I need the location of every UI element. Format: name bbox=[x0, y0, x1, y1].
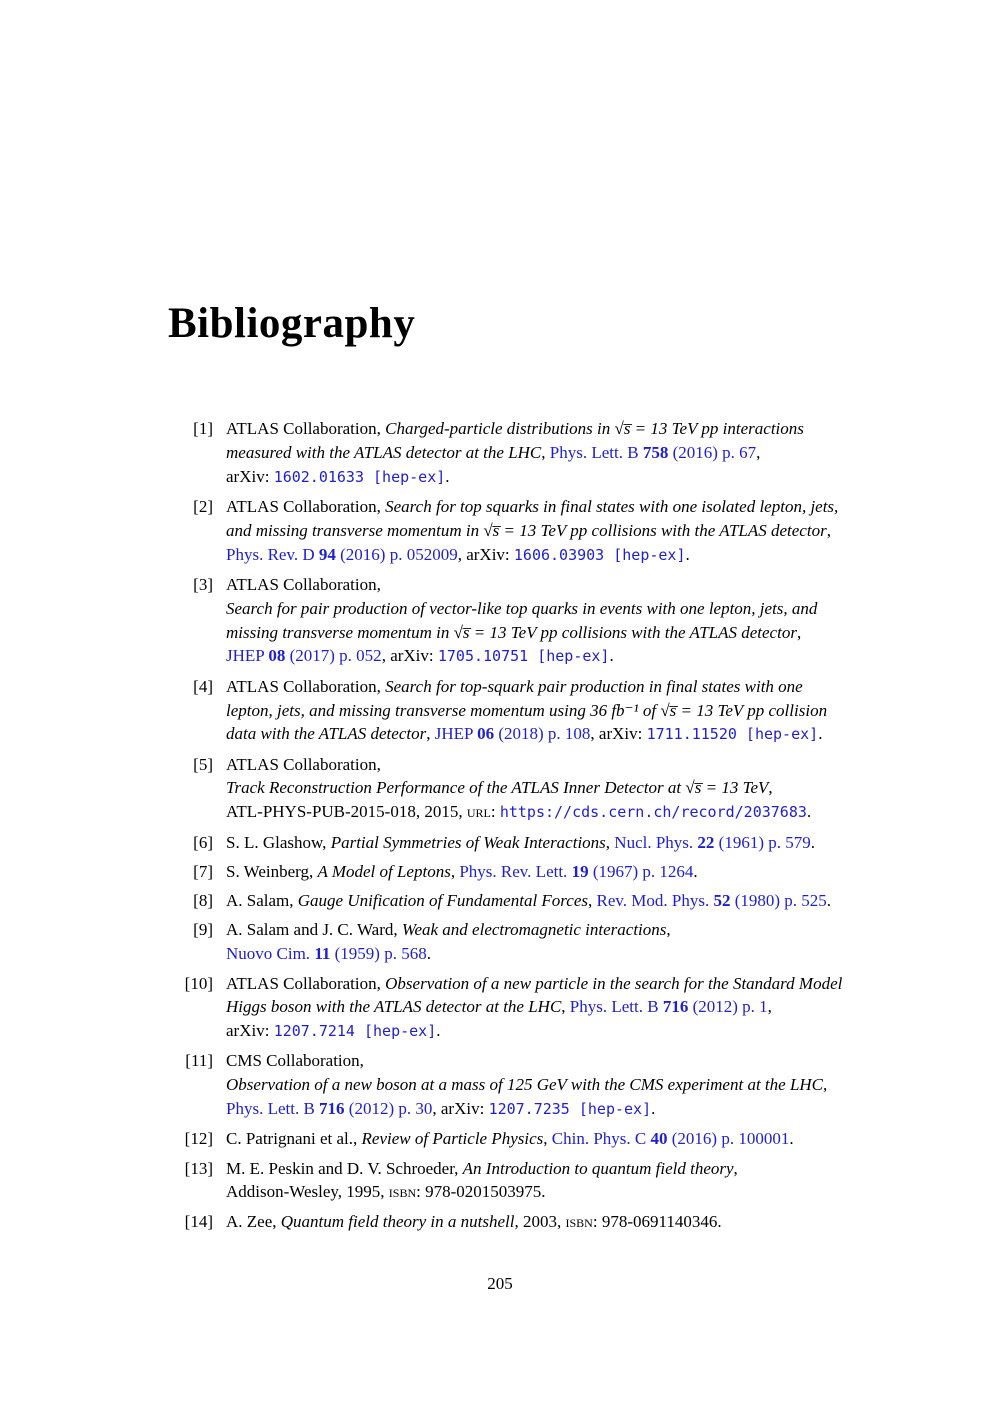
journal-link[interactable]: JHEP bbox=[434, 724, 478, 744]
reference-text: , bbox=[826, 520, 831, 540]
journal-link[interactable]: Phys. Lett. B bbox=[549, 443, 643, 463]
journal-link[interactable]: (1959) p. 568 bbox=[330, 944, 427, 964]
reference-line bbox=[226, 918, 671, 942]
reference-body bbox=[226, 831, 815, 855]
reference-title: Higgs boson with the ATLAS detector at the LHC bbox=[226, 997, 562, 1017]
journal-volume-link[interactable]: 22 bbox=[697, 832, 715, 852]
journal-volume-link[interactable]: 94 bbox=[318, 544, 336, 564]
reference-body bbox=[226, 918, 671, 966]
reference-body bbox=[226, 675, 827, 747]
reference-title: Quantum field theory in a nutshell bbox=[280, 1211, 515, 1231]
reference-text: M. E. Peskin and D. V. Schroeder, bbox=[226, 1158, 463, 1178]
reference-entry bbox=[168, 495, 890, 567]
reference-text: arXiv: bbox=[226, 1021, 274, 1041]
reference-body bbox=[226, 1210, 722, 1234]
reference-body bbox=[226, 972, 842, 1044]
reference-list bbox=[168, 417, 890, 1233]
reference-entry bbox=[168, 1157, 890, 1205]
reference-text: , bbox=[426, 724, 435, 744]
reference-label: [14] bbox=[184, 1211, 213, 1231]
reference-line bbox=[226, 644, 817, 669]
reference-line bbox=[226, 995, 842, 1019]
reference-line bbox=[226, 1073, 827, 1097]
reference-text: : 978-0201503975. bbox=[416, 1182, 546, 1202]
reference-title: Review of Particle Physics bbox=[361, 1129, 544, 1149]
reference-entry bbox=[168, 417, 890, 489]
reference-text: , arXiv: bbox=[457, 544, 514, 564]
reference-line bbox=[226, 753, 811, 777]
reference-text: , bbox=[823, 1075, 828, 1095]
reference-text: arXiv: bbox=[226, 466, 274, 486]
reference-title: Track Reconstruction Performance of the ATLAS Inner Detector at √s̅ = 13 TeV bbox=[226, 778, 769, 798]
reference-text: , arXiv: bbox=[432, 1099, 489, 1119]
reference-text: . bbox=[426, 944, 431, 964]
reference-label: [12] bbox=[184, 1129, 213, 1149]
reference-line bbox=[226, 441, 804, 465]
reference-entry bbox=[168, 753, 890, 825]
journal-link[interactable]: (2016) p. 100001 bbox=[667, 1129, 790, 1149]
reference-line bbox=[226, 1210, 722, 1234]
reference-label: [9] bbox=[193, 920, 213, 940]
reference-title: Partial Symmetries of Weak Interactions bbox=[330, 832, 606, 852]
reference-title: Search for top squarks in final states with one isolated lepton, jets, bbox=[385, 497, 839, 517]
journal-link[interactable]: Phys. Lett. B bbox=[569, 997, 663, 1017]
journal-link[interactable]: Chin. Phys. C bbox=[551, 1129, 651, 1149]
arxiv-link[interactable]: 1207.7214 [hep-ex] bbox=[273, 1022, 437, 1041]
journal-link[interactable]: (2012) p. 30 bbox=[344, 1099, 433, 1119]
reference-title: and missing transverse momentum in √s̅ = 13 TeV pp collisions with the ATLAS detector bbox=[226, 520, 827, 540]
reference-body bbox=[226, 889, 831, 913]
reference-line bbox=[226, 889, 831, 913]
reference-line bbox=[226, 699, 827, 723]
reference-line bbox=[226, 722, 827, 747]
reference-line bbox=[226, 860, 698, 884]
reference-entry bbox=[168, 918, 890, 966]
arxiv-link[interactable]: 1606.03903 [hep-ex] bbox=[513, 545, 686, 564]
reference-label: [11] bbox=[185, 1051, 213, 1071]
reference-text: ATL-PHYS-PUB-2015-018, 2015, bbox=[226, 802, 467, 822]
reference-line bbox=[226, 972, 842, 996]
journal-volume-link[interactable]: 08 bbox=[268, 646, 286, 666]
journal-link[interactable]: Phys. Lett. B bbox=[226, 1099, 320, 1119]
reference-line bbox=[226, 1097, 827, 1122]
journal-link[interactable]: Rev. Mod. Phys. bbox=[596, 891, 714, 911]
reference-label: [6] bbox=[193, 832, 213, 852]
reference-text: ATLAS Collaboration, bbox=[226, 754, 381, 774]
reference-text: , arXiv: bbox=[590, 724, 647, 744]
reference-text: ATLAS Collaboration, bbox=[226, 575, 381, 595]
reference-line bbox=[226, 1049, 827, 1073]
reference-line bbox=[226, 417, 804, 441]
journal-volume-link[interactable]: 52 bbox=[713, 891, 731, 911]
reference-text: . bbox=[685, 544, 690, 564]
reference-label: [13] bbox=[184, 1158, 213, 1178]
reference-title: Search for pair production of vector-like top quarks in events with one lepton, jets, and bbox=[226, 598, 818, 618]
reference-text: . bbox=[651, 1099, 656, 1119]
reference-body bbox=[226, 1157, 738, 1205]
journal-link[interactable]: (2016) p. 67 bbox=[668, 443, 757, 463]
reference-text: . bbox=[436, 1021, 441, 1041]
reference-label: [8] bbox=[193, 891, 213, 911]
reference-title: Gauge Unification of Fundamental Forces bbox=[297, 891, 588, 911]
reference-text: . bbox=[693, 861, 698, 881]
reference-text: . bbox=[445, 466, 450, 486]
journal-link[interactable]: Nuovo Cim. bbox=[226, 944, 315, 964]
journal-link[interactable]: (1967) p. 1264 bbox=[588, 861, 694, 881]
reference-body bbox=[226, 1127, 794, 1151]
journal-volume-link[interactable]: 716 bbox=[319, 1099, 345, 1119]
reference-text: , bbox=[666, 920, 671, 940]
reference-title: Observation of a new boson at a mass of 125 GeV with the CMS experiment at the LHC bbox=[226, 1075, 824, 1095]
reference-line bbox=[226, 519, 838, 543]
reference-title: missing transverse momentum in √s̅ = 13 TeV pp collisions with the ATLAS detector bbox=[226, 622, 797, 642]
reference-text: ATLAS Collaboration, bbox=[226, 419, 386, 439]
reference-entry bbox=[168, 573, 890, 669]
reference-text: . bbox=[609, 646, 614, 666]
journal-volume-link[interactable]: 06 bbox=[477, 724, 495, 744]
reference-label: [7] bbox=[193, 861, 213, 881]
reference-text: ATLAS Collaboration, bbox=[226, 497, 386, 517]
reference-text: , bbox=[543, 1129, 552, 1149]
journal-link[interactable]: (2016) p. 052009 bbox=[335, 544, 458, 564]
reference-label: [5] bbox=[193, 754, 213, 774]
journal-link[interactable]: (2012) p. 1 bbox=[688, 997, 768, 1017]
journal-volume-link[interactable]: 758 bbox=[642, 443, 669, 463]
reference-line bbox=[226, 543, 838, 568]
journal-link[interactable]: (2018) p. 108 bbox=[494, 724, 591, 744]
reference-text: S. Weinberg, bbox=[226, 861, 318, 881]
journal-link[interactable]: (2017) p. 052 bbox=[285, 646, 382, 666]
reference-entry bbox=[168, 1210, 890, 1234]
reference-body bbox=[226, 860, 698, 884]
reference-label: [3] bbox=[193, 575, 213, 595]
reference-text: , bbox=[796, 622, 802, 642]
reference-text: . bbox=[806, 802, 812, 822]
reference-line bbox=[226, 597, 817, 621]
reference-text: A. Salam, bbox=[226, 891, 298, 911]
reference-line bbox=[226, 776, 811, 800]
reference-text: , bbox=[588, 891, 597, 911]
reference-entry bbox=[168, 1049, 890, 1121]
reference-title: Weak and electromagnetic interactions bbox=[401, 920, 667, 940]
reference-text: , bbox=[733, 1158, 738, 1178]
reference-text: , arXiv: bbox=[381, 646, 438, 666]
journal-link[interactable]: JHEP bbox=[226, 646, 269, 666]
reference-title: lepton, jets, and missing transverse momentum using 36 fb⁻¹ of √s̅ = 13 TeV pp collision bbox=[226, 700, 828, 720]
reference-text: CMS Collaboration, bbox=[226, 1051, 364, 1071]
journal-volume-link[interactable]: 40 bbox=[650, 1129, 668, 1149]
reference-entry bbox=[168, 889, 890, 913]
reference-text: , bbox=[768, 778, 773, 798]
journal-volume-link[interactable]: 716 bbox=[662, 997, 689, 1017]
reference-text: . bbox=[826, 891, 832, 911]
reference-text: : 978-0691140346. bbox=[592, 1211, 722, 1231]
reference-text: . bbox=[810, 832, 815, 852]
journal-link[interactable]: (1980) p. 525 bbox=[730, 891, 827, 911]
smallcaps-label: isbn bbox=[388, 1182, 417, 1202]
reference-body bbox=[226, 417, 804, 489]
reference-entry bbox=[168, 972, 890, 1044]
reference-text: . bbox=[818, 724, 823, 744]
journal-volume-link[interactable]: 19 bbox=[571, 861, 589, 881]
reference-entry bbox=[168, 831, 890, 855]
reference-label: [4] bbox=[193, 676, 213, 696]
reference-line bbox=[226, 1180, 738, 1204]
reference-line bbox=[226, 1127, 794, 1151]
reference-line bbox=[226, 465, 804, 490]
reference-text: . bbox=[789, 1129, 794, 1149]
reference-entry bbox=[168, 1127, 890, 1151]
reference-line bbox=[226, 573, 817, 597]
reference-text: , 2003, bbox=[514, 1211, 566, 1231]
reference-title: An Introduction to quantum field theory bbox=[462, 1158, 734, 1178]
reference-title: data with the ATLAS detector bbox=[226, 724, 427, 744]
reference-body bbox=[226, 495, 838, 567]
reference-label: [1] bbox=[193, 419, 213, 439]
reference-text: , bbox=[767, 997, 772, 1017]
reference-text: C. Patrignani et al., bbox=[226, 1129, 362, 1149]
reference-text: A. Zee, bbox=[226, 1211, 281, 1231]
smallcaps-label: url bbox=[466, 802, 491, 822]
reference-title: Observation of a new particle in the search for the Standard Model bbox=[385, 973, 843, 993]
reference-line bbox=[226, 1157, 738, 1181]
journal-link[interactable]: Phys. Rev. Lett. bbox=[459, 861, 572, 881]
reference-body bbox=[226, 1049, 827, 1121]
arxiv-link[interactable]: 1711.11520 [hep-ex] bbox=[646, 725, 819, 744]
reference-text: Addison-Wesley, 1995, bbox=[226, 1182, 389, 1202]
reference-text: , bbox=[450, 861, 460, 881]
reference-text: , bbox=[541, 443, 550, 463]
arxiv-link[interactable]: 1207.7235 [hep-ex] bbox=[488, 1100, 652, 1119]
reference-title: Charged-particle distributions in √s̅ = 13 TeV pp interactions bbox=[385, 419, 804, 439]
reference-line bbox=[226, 942, 671, 966]
reference-text: , bbox=[756, 443, 761, 463]
reference-line bbox=[226, 621, 817, 645]
page-title: Bibliography bbox=[168, 300, 416, 347]
reference-text: , bbox=[605, 832, 615, 852]
reference-body bbox=[226, 753, 811, 825]
journal-link[interactable]: (1961) p. 579 bbox=[714, 832, 811, 852]
reference-text: , bbox=[561, 997, 570, 1017]
journal-link[interactable]: Phys. Rev. D bbox=[226, 544, 319, 564]
arxiv-link[interactable]: 1705.10751 [hep-ex] bbox=[437, 647, 610, 666]
reference-text: A. Salam and J. C. Ward, bbox=[226, 920, 402, 940]
reference-title: measured with the ATLAS detector at the LHC bbox=[226, 443, 542, 463]
reference-line bbox=[226, 800, 811, 825]
reference-line bbox=[226, 831, 815, 855]
reference-label: [2] bbox=[193, 497, 213, 517]
reference-line bbox=[226, 495, 838, 519]
reference-entry bbox=[168, 675, 890, 747]
reference-title: A Model of Leptons bbox=[317, 861, 451, 881]
url-link[interactable]: https://cds.cern.ch/record/2037683 bbox=[499, 803, 807, 822]
journal-volume-link[interactable]: 11 bbox=[314, 944, 331, 964]
reference-line bbox=[226, 675, 827, 699]
reference-text: ATLAS Collaboration, bbox=[226, 973, 386, 993]
reference-entry bbox=[168, 860, 890, 884]
reference-label: [10] bbox=[184, 973, 213, 993]
reference-text: : bbox=[490, 802, 500, 822]
reference-title: Search for top-squark pair production in final states with one bbox=[385, 676, 803, 696]
journal-link[interactable]: Nucl. Phys. bbox=[614, 832, 698, 852]
reference-text: S. L. Glashow, bbox=[226, 832, 331, 852]
smallcaps-label: isbn bbox=[565, 1211, 593, 1231]
arxiv-link[interactable]: 1602.01633 [hep-ex] bbox=[273, 467, 446, 486]
reference-text: ATLAS Collaboration, bbox=[226, 676, 386, 696]
page-number: 205 bbox=[487, 1274, 513, 1293]
reference-line bbox=[226, 1019, 842, 1044]
reference-body bbox=[226, 573, 817, 669]
